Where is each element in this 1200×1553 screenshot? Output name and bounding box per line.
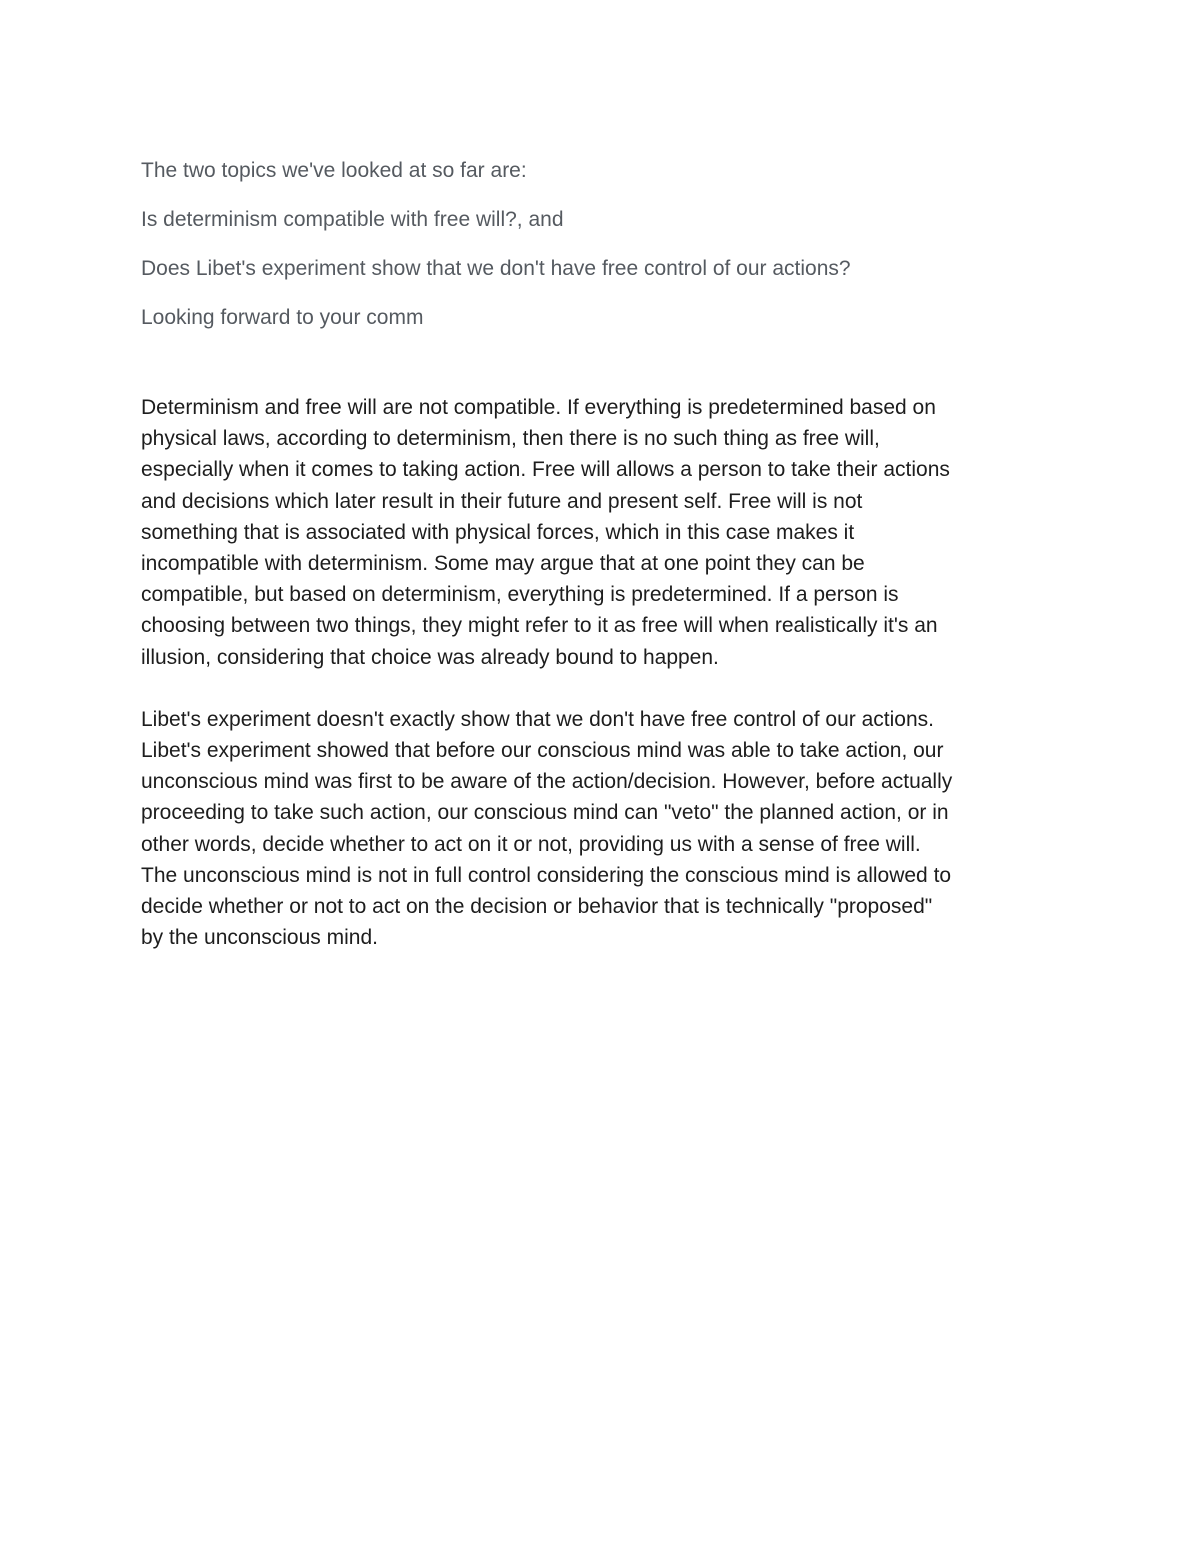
text-line: Libet's experiment doesn't exactly show that we don't have free control of our actions. xyxy=(141,707,934,731)
response-body xyxy=(141,392,1066,953)
paragraph-determinism xyxy=(141,392,1066,673)
text-line: physical laws, according to determinism, then there is no such thing as free will, xyxy=(141,427,880,451)
text-line: illusion, considering that choice was already bound to happen. xyxy=(141,645,719,669)
text-line: compatible, but based on determinism, everything is predetermined. If a person is xyxy=(141,583,899,607)
text-line: decide whether or not to act on the decision or behavior that is technically "proposed" xyxy=(141,895,933,919)
text-line: by the unconscious mind. xyxy=(141,926,378,950)
paragraph-libet xyxy=(141,704,1066,954)
text-line: and decisions which later result in their future and present self. Free will is not xyxy=(141,489,863,513)
discussion-prompt xyxy=(141,158,1101,354)
text-line: choosing between two things, they might refer to it as free will when realistically it's an xyxy=(141,614,938,638)
text-line: The unconscious mind is not in full control considering the conscious mind is allowed to xyxy=(141,863,952,887)
text-line: unconscious mind was first to be aware of the action/decision. However, before actually xyxy=(141,770,953,794)
prompt-topic-determinism: Is determinism compatible with free will?, and xyxy=(141,208,564,231)
prompt-topic-libet: Does Libet's experiment show that we don't have free control of our actions? xyxy=(141,257,851,280)
prompt-intro: The two topics we've looked at so far are: xyxy=(141,159,527,182)
prompt-closing: Looking forward to your comm xyxy=(141,306,424,329)
text-line: especially when it comes to taking action. Free will allows a person to take their actions xyxy=(141,458,950,482)
text-line: Determinism and free will are not compatible. If everything is predetermined based on xyxy=(141,396,936,419)
text-line: incompatible with determinism. Some may argue that at one point they can be xyxy=(141,552,865,576)
text-line: proceeding to take such action, our conscious mind can "veto" the planned action, or in xyxy=(141,801,949,825)
text-line: Libet's experiment showed that before our conscious mind was able to take action, our xyxy=(141,739,944,763)
text-line: something that is associated with physical forces, which in this case makes it xyxy=(141,520,855,544)
text-line: other words, decide whether to act on it or not, providing us with a sense of free will. xyxy=(141,832,921,856)
